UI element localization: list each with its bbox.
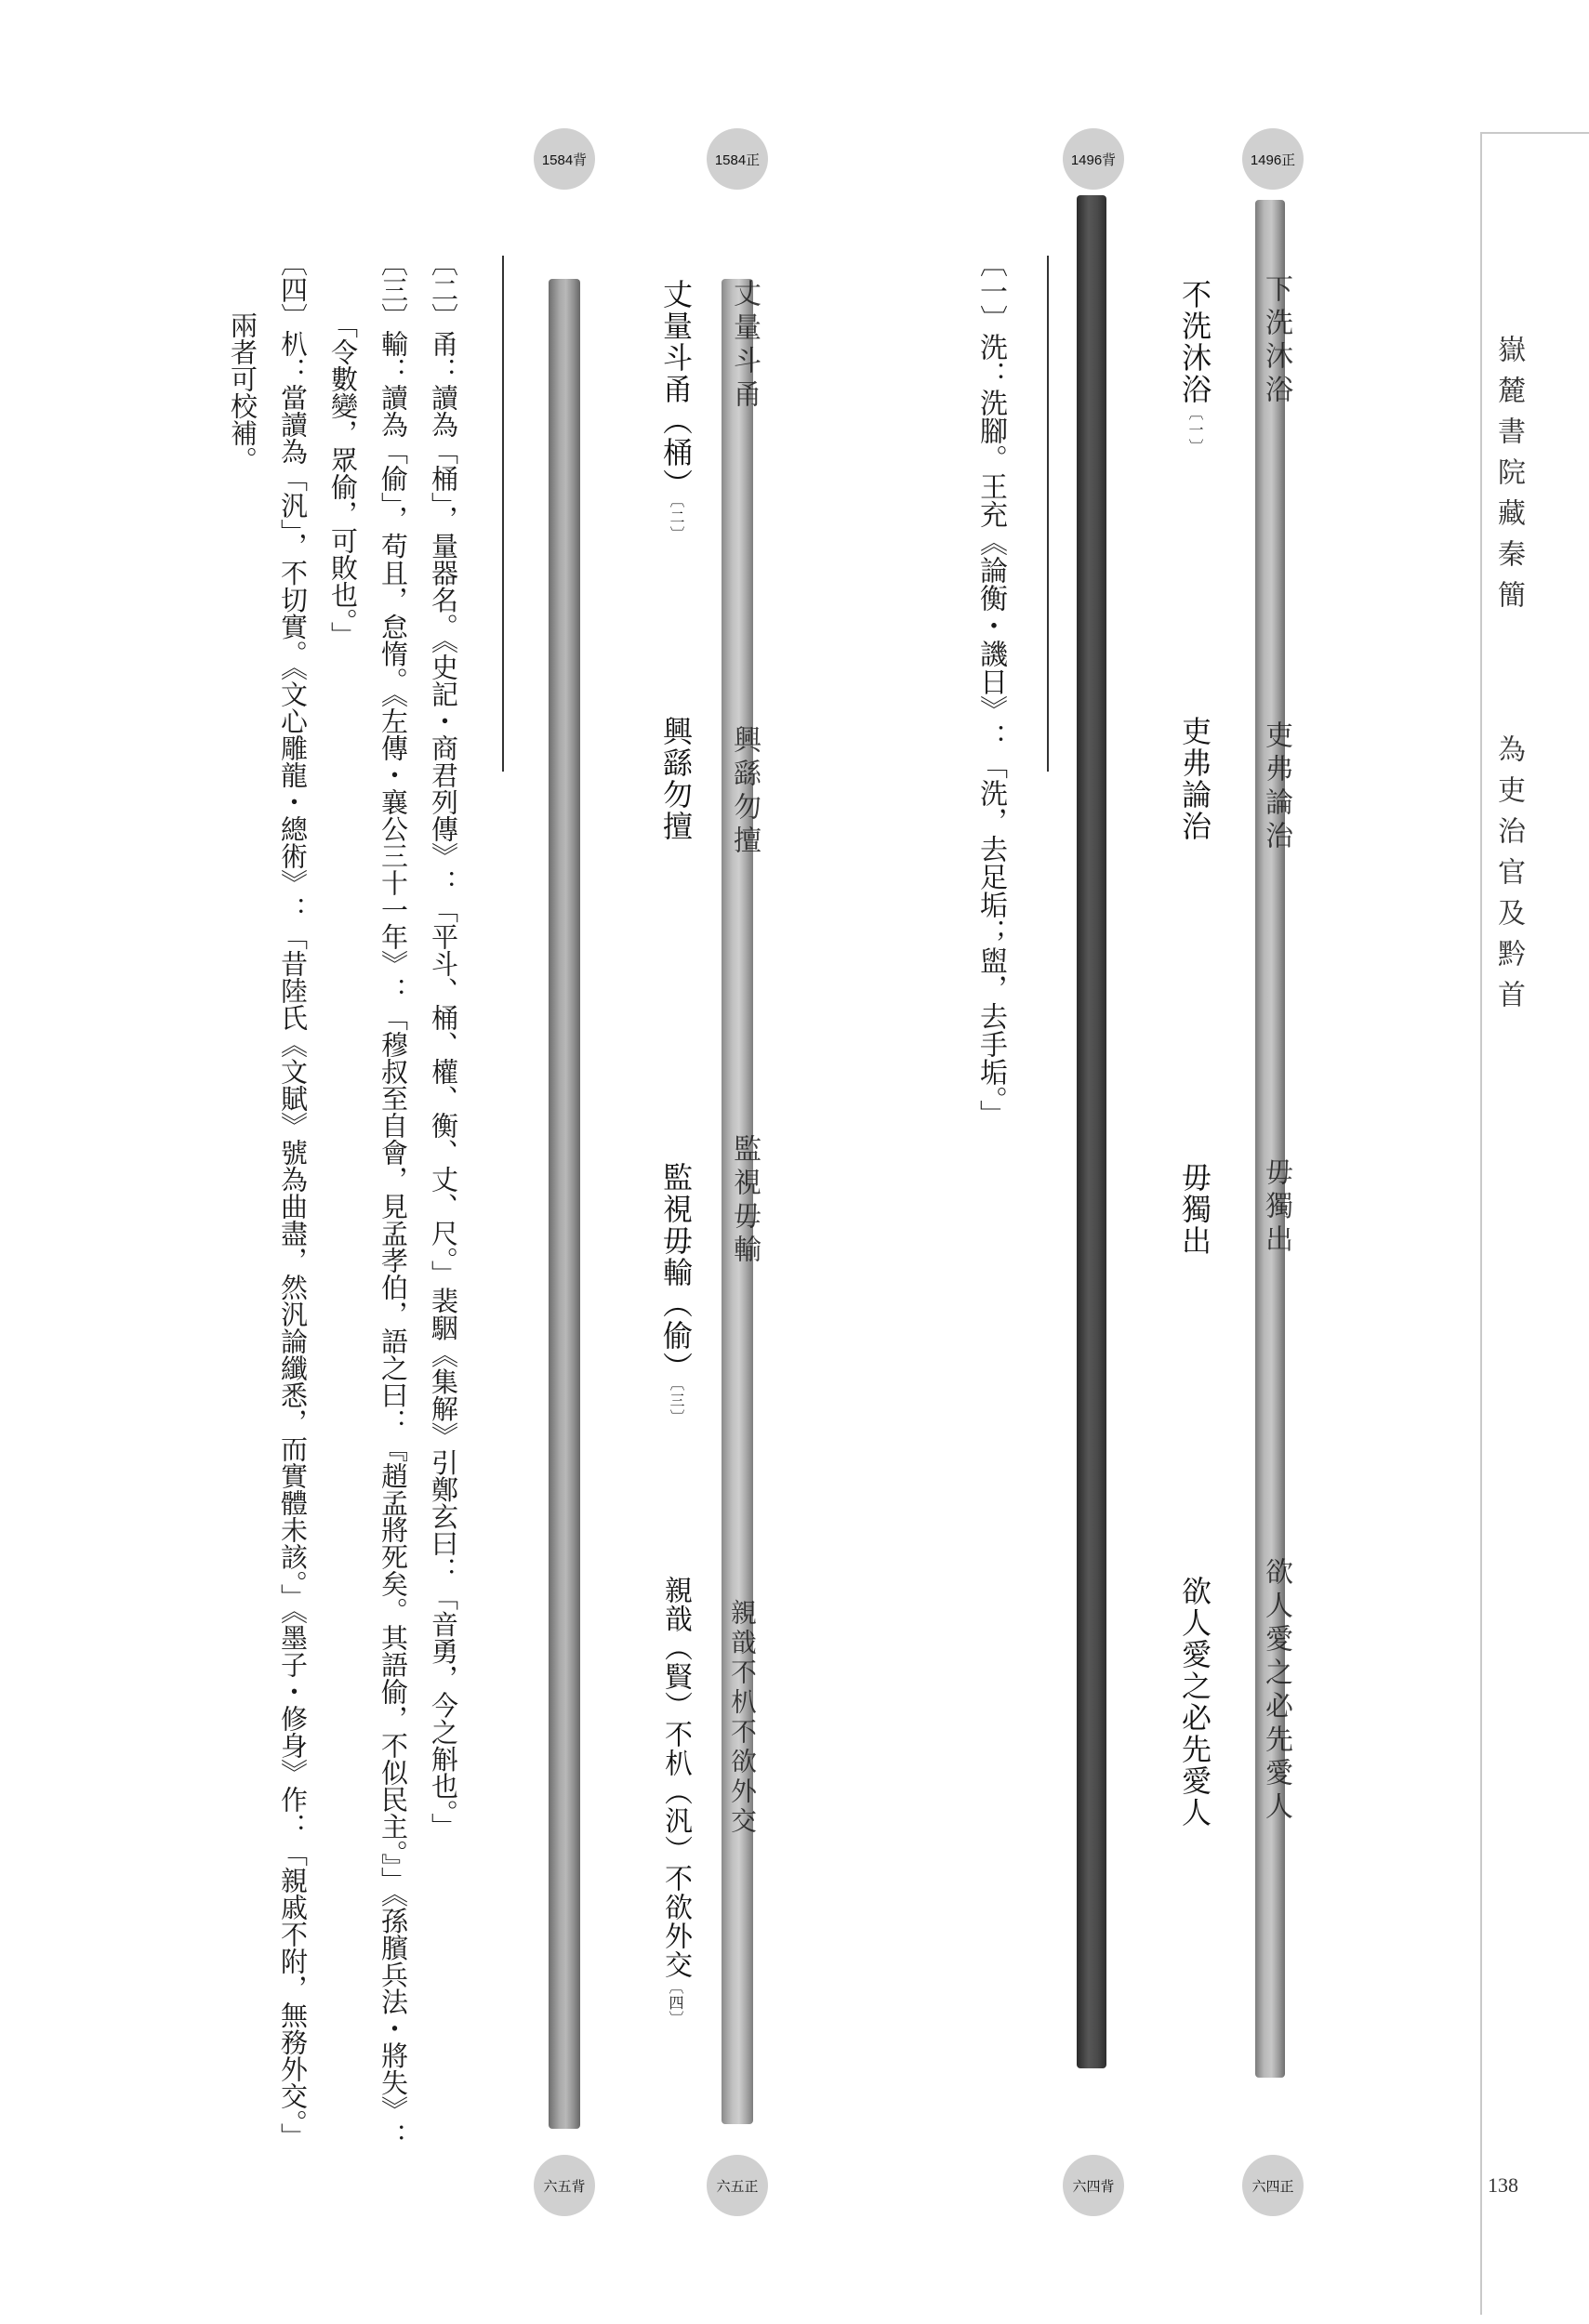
transcription-phrase: 興繇勿擅	[658, 716, 694, 842]
slip-id-badge: 1584正	[707, 128, 768, 190]
section-title: 為吏治官及黔首	[1492, 734, 1525, 1021]
note-label: 〔四〕	[277, 249, 309, 330]
slip-glyphs: 毋獨出	[1260, 1157, 1292, 1258]
transcription-phrase	[655, 1162, 697, 1426]
slip-glyphs: 監視毋輸	[728, 1134, 761, 1268]
slip-number-badge: 六五正	[707, 2155, 768, 2216]
transcription-text: 不洗沐浴	[1177, 279, 1212, 405]
slip-glyphs: 吏弗論治	[1260, 720, 1292, 854]
bamboo-slip-1496-back	[1077, 195, 1106, 2068]
margin-rule	[1480, 132, 1482, 2315]
page-number: 138	[1488, 2173, 1518, 2197]
transcription-text: 監視毋輸（偷）	[658, 1162, 694, 1383]
note-text: 兩者可校補。	[227, 311, 258, 473]
note-text: 朳：當讀為「汎」，不切實。《文心雕龍・總術》：「昔陸氏《文賦》號為曲盡，然汎論纖悉，而實體未該。」《墨子・修身》作：「親戚不附，無務外交。」	[277, 330, 309, 2150]
slip-glyphs: 親戠不朳不欲外交	[727, 1599, 758, 1837]
transcription-phrase	[1173, 279, 1216, 456]
note-3-continued	[327, 311, 359, 649]
slip-id-badge: 1496正	[1242, 128, 1304, 190]
note-text: 輸：讀為「偷」，苟且，怠惰。《左傳・襄公三十一年》：「穆叔至自會，見孟孝伯，語之曰：『趙孟將死矣。其語偷，不似民主。』」《孫臏兵法・將失》：	[377, 330, 409, 2150]
bamboo-slip-1584-back	[549, 279, 580, 2129]
note-4	[277, 249, 309, 2150]
note-text: 洗：洗腳。王充《論衡・譏日》：「洗，去足垢；盥，去手垢。」	[974, 333, 1007, 1128]
note-1	[974, 249, 1007, 1128]
note-text: 甬：讀為「桶」，量器名。《史記・商君列傳》：「平斗、桶、權、衡、丈、尺。」裴駰《集解》引鄭玄曰：「音勇，今之斛也。」	[428, 330, 459, 1840]
bamboo-slip-1584-front	[722, 279, 761, 2124]
slip-glyphs: 丈量斗甬	[728, 279, 761, 413]
note-label: 〔二〕	[428, 249, 459, 330]
note-4-continued	[229, 311, 256, 473]
transcription-phrase: 欲人愛之必先愛人	[1177, 1576, 1212, 1829]
transcription-text: 丈量斗甬（桶）	[658, 279, 694, 500]
margin-rule-top	[1480, 132, 1589, 134]
note-divider	[502, 256, 504, 772]
book-title: 嶽麓書院藏秦簡	[1492, 335, 1525, 621]
slip-glyphs: 下洗沐浴	[1260, 274, 1292, 408]
slip-glyphs: 欲人愛之必先愛人	[1260, 1557, 1292, 1825]
transcription-text: 親戠（賢）不朳（汎）不欲外交	[659, 1576, 692, 1979]
note-marker[interactable]: 〔一〕	[1186, 405, 1204, 456]
note-text: 「令數變，眾偷，可敗也。」	[327, 311, 359, 649]
slip-id-badge: 1584背	[534, 128, 595, 190]
transcription-phrase	[655, 279, 697, 543]
bamboo-slip-1496-front	[1255, 200, 1292, 2078]
slip-glyphs: 興繇勿擅	[728, 725, 761, 859]
note-marker[interactable]: 〔三〕	[668, 1383, 685, 1426]
note-2	[430, 249, 457, 1840]
slip-number-badge: 六四正	[1242, 2155, 1304, 2216]
transcription-phrase: 毋獨出	[1177, 1162, 1212, 1257]
note-3	[377, 249, 409, 2150]
note-divider	[1047, 256, 1049, 772]
transcription-phrase: 吏弗論治	[1177, 716, 1212, 842]
slip-number-badge: 六四背	[1063, 2155, 1124, 2216]
slip-id-badge: 1496背	[1063, 128, 1124, 190]
transcription-phrase	[655, 1576, 695, 2027]
note-label: 〔一〕	[974, 249, 1007, 333]
note-label: 〔三〕	[377, 249, 409, 330]
note-marker[interactable]: 〔二〕	[668, 500, 685, 543]
slip-number-badge: 六五背	[534, 2155, 595, 2216]
note-marker[interactable]: 〔四〕	[667, 1979, 684, 2027]
